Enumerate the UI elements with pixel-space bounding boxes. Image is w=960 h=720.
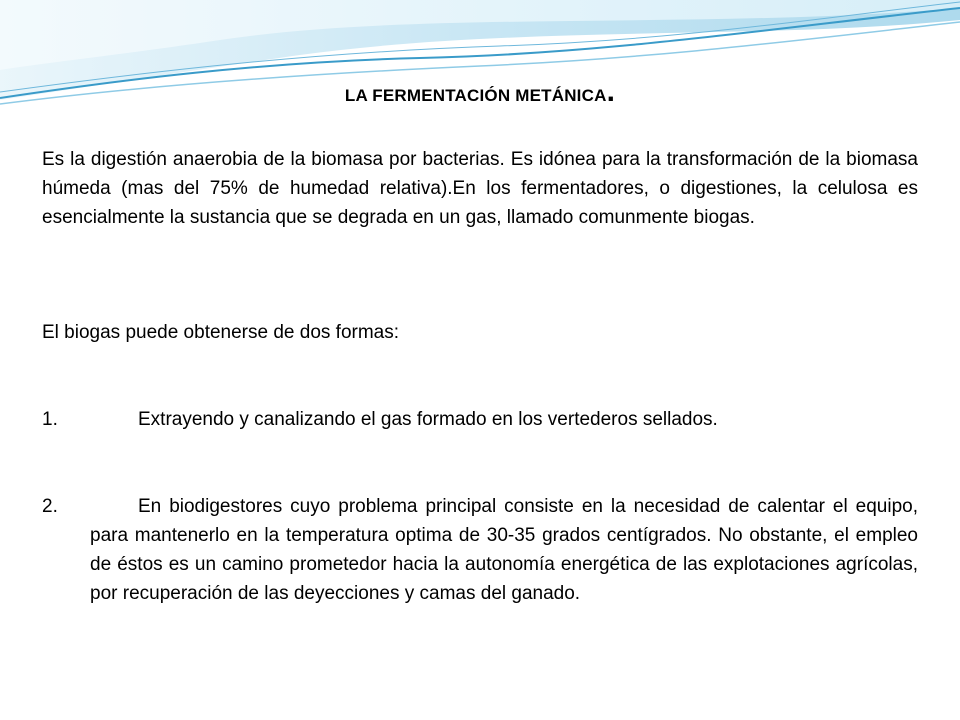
forms-paragraph: El biogas puede obtenerse de dos formas: <box>42 322 400 343</box>
title-text: LA FERMENTACIÓN METÁNICA <box>344 86 607 105</box>
list-text: Extrayendo y canalizando el gas formado en los vertederos sellados. <box>138 409 718 430</box>
intro-paragraph: Es la digestión anaerobia de la biomasa por bacterias. Es idónea para la transformación de la biomasa húmeda (mas del 75% de humedad relativa).En los fermentadores, o digestiones, la celulosa es esencialmente la sustancia que se degrada en un gas, llamado comunmente biogas. <box>42 149 918 228</box>
list-item <box>42 492 918 608</box>
list-item <box>42 405 918 434</box>
list-text: En biodigestores cuyo problema principal consiste en la necesidad de calentar el equipo, para mantenerlo en la temperatura optima de 30-35 grados centígrados. No obstante, el empleo de éstos es un camino prometedor hacia la autonomía energética de las explotaciones agrícolas, por recuperación de las deyecciones y camas del ganado. <box>90 496 918 604</box>
slide-title <box>0 75 960 108</box>
list-number: 1. <box>42 409 58 430</box>
list-number: 2. <box>42 496 58 517</box>
title-dot: . <box>606 75 616 108</box>
